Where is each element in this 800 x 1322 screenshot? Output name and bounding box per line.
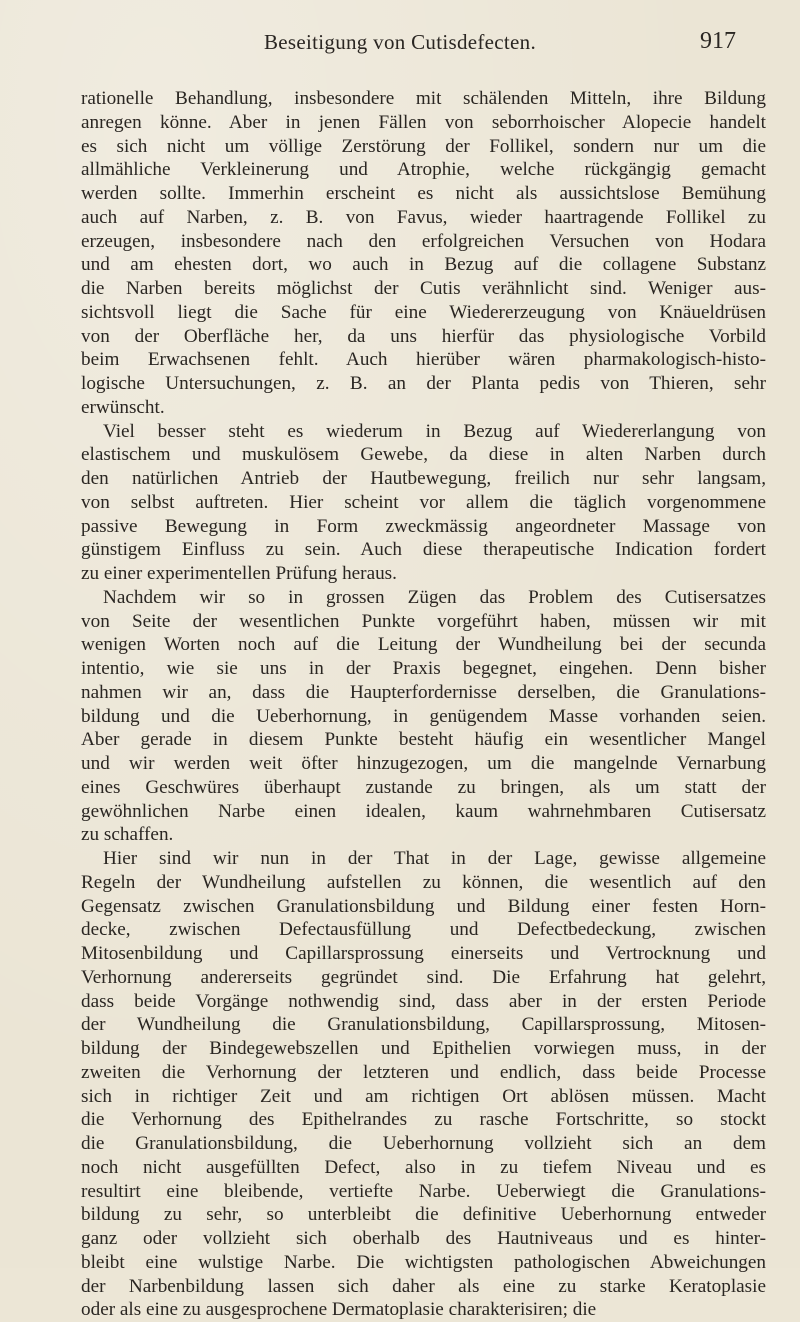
text-line: bildung und die Ueberhornung, in genügendem Masse vorhanden seien. bbox=[81, 705, 766, 727]
text-line: resultirt eine bleibende, vertiefte Narbe. Ueberwiegt die Granulations- bbox=[81, 1180, 766, 1202]
text-line: nahmen wir an, dass die Haupterfordernisse derselben, die Granulations- bbox=[81, 681, 766, 703]
text-line: Regeln der Wundheilung aufstellen zu können, die wesentlich auf den bbox=[81, 871, 766, 893]
body-text bbox=[81, 87, 766, 1322]
text-line: sichtsvoll liegt die Sache für eine Wiedererzeugung von Knäueldrüsen bbox=[81, 301, 766, 323]
text-line: von selbst auftreten. Hier scheint vor allem die täglich vorgenommene bbox=[81, 491, 766, 513]
text-line: von Seite der wesentlichen Punkte vorgeführt haben, müssen wir mit bbox=[81, 610, 766, 632]
text-line: beim Erwachsenen fehlt. Auch hierüber wären pharmakologisch-histo- bbox=[81, 349, 766, 371]
text-line: ganz oder vollzieht sich oberhalb des Hautniveaus und es hinter- bbox=[81, 1228, 766, 1249]
text-line: es sich nicht um völlige Zerstörung der Follikel, sondern nur um die bbox=[81, 135, 766, 157]
paragraph bbox=[81, 847, 766, 1322]
text-line: intentio, wie sie uns in der Praxis begegnet, eingehen. Denn bisher bbox=[81, 658, 766, 679]
paragraph bbox=[81, 586, 766, 847]
text-line: noch nicht ausgefüllten Defect, also in zu tiefem Niveau und es bbox=[81, 1156, 766, 1178]
text-line: sich in richtiger Zeit und am richtigen Ort ablösen müssen. Macht bbox=[81, 1085, 766, 1107]
text-line: die Granulationsbildung, die Ueberhornung vollzieht sich an dem bbox=[81, 1133, 766, 1154]
text-line: Hier sind wir nun in der That in der Lage, gewisse allgemeine bbox=[103, 848, 766, 869]
paragraph bbox=[81, 420, 766, 586]
text-line: Gegensatz zwischen Granulationsbildung und Bildung einer festen Horn- bbox=[81, 895, 766, 917]
text-line: Verhornung andererseits gegründet sind. Die Erfahrung hat gelehrt, bbox=[81, 966, 766, 988]
text-line: die Narben bereits möglichst der Cutis verähnlicht sind. Weniger aus- bbox=[81, 278, 766, 299]
text-line: Nachdem wir so in grossen Zügen das Problem des Cutisersatzes bbox=[103, 586, 766, 608]
running-title: Beseitigung von Cutisdefecten. bbox=[263, 30, 537, 54]
text-line: gewöhnlichen Narbe einen idealen, kaum wahrnehmbaren Cutisersatz bbox=[81, 800, 766, 822]
text-line: Mitosenbildung und Capillarsprossung einerseits und Vertrocknung und bbox=[81, 943, 766, 964]
text-line: eines Geschwüres überhaupt zustande zu bringen, als um statt der bbox=[81, 776, 766, 798]
text-line: erwünscht. bbox=[81, 396, 165, 418]
text-line: allmähliche Verkleinerung und Atrophie, welche rückgängig gemacht bbox=[81, 159, 766, 181]
text-line: zu einer experimentellen Prüfung heraus. bbox=[81, 563, 397, 584]
text-line: dass beide Vorgänge nothwendig sind, dass aber in der ersten Periode bbox=[81, 990, 766, 1012]
text-line: wenigen Worten noch auf die Leitung der Wundheilung bei der secunda bbox=[81, 634, 766, 656]
text-line: der Wundheilung die Granulationsbildung, Capillarsprossung, Mitosen- bbox=[81, 1014, 766, 1036]
text-line: anregen könne. Aber in jenen Fällen von seborrhoischer Alopecie handelt bbox=[81, 111, 766, 133]
page-number: 917 bbox=[700, 28, 736, 54]
page-header bbox=[0, 30, 800, 60]
text-line: Aber gerade in diesem Punkte besteht häufig ein wesentlicher Mangel bbox=[81, 729, 766, 751]
text-line: den natürlichen Antrieb der Hautbewegung, freilich nur sehr langsam, bbox=[81, 468, 766, 489]
text-line: die Verhornung des Epithelrandes zu rasche Fortschritte, so stockt bbox=[81, 1109, 766, 1131]
text-line: günstigem Einfluss zu sein. Auch diese therapeutische Indication fordert bbox=[81, 539, 766, 561]
text-line: Viel besser steht es wiederum in Bezug auf Wiedererlangung von bbox=[103, 420, 766, 442]
text-line: logische Untersuchungen, z. B. an der Planta pedis von Thieren, sehr bbox=[81, 373, 766, 394]
text-line: bleibt eine wulstige Narbe. Die wichtigsten pathologischen Abweichungen bbox=[81, 1251, 766, 1273]
text-line: werden sollte. Immerhin erscheint es nicht als aussichtslose Bemühung bbox=[81, 183, 766, 204]
text-line: zweiten die Verhornung der letzteren und endlich, dass beide Processe bbox=[81, 1061, 766, 1083]
text-line: zu schaffen. bbox=[81, 824, 174, 846]
text-line: passive Bewegung in Form zweckmässig angeordneter Massage von bbox=[81, 515, 766, 537]
text-line: elastischem und muskulösem Gewebe, da diese in alten Narben durch bbox=[81, 444, 766, 466]
text-line: und am ehesten dort, wo auch in Bezug auf die collagene Substanz bbox=[81, 254, 766, 276]
text-line: erzeugen, insbesondere nach den erfolgreichen Versuchen von Hodara bbox=[81, 230, 766, 252]
text-line: der Narbenbildung lassen sich daher als eine zu starke Keratoplasie bbox=[81, 1275, 766, 1297]
text-line: und wir werden weit öfter hinzugezogen, um die mangelnde Vernarbung bbox=[81, 753, 766, 774]
text-line: decke, zwischen Defectausfüllung und Defectbedeckung, zwischen bbox=[81, 919, 766, 941]
text-line: rationelle Behandlung, insbesondere mit schälenden Mitteln, ihre Bildung bbox=[81, 88, 766, 109]
text-line: oder als eine zu ausgesprochene Dermatoplasie charakterisiren; die bbox=[81, 1299, 597, 1321]
text-line: von der Oberfläche her, da uns hierfür das physiologische Vorbild bbox=[81, 325, 766, 347]
text-line: auch auf Narben, z. B. von Favus, wieder haartragende Follikel zu bbox=[81, 206, 766, 228]
text-line: bildung zu sehr, so unterbleibt die definitive Ueberhornung entweder bbox=[81, 1204, 766, 1226]
text-line: bildung der Bindegewebszellen und Epithelien vorwiegen muss, in der bbox=[81, 1038, 766, 1059]
paragraph bbox=[81, 87, 766, 420]
